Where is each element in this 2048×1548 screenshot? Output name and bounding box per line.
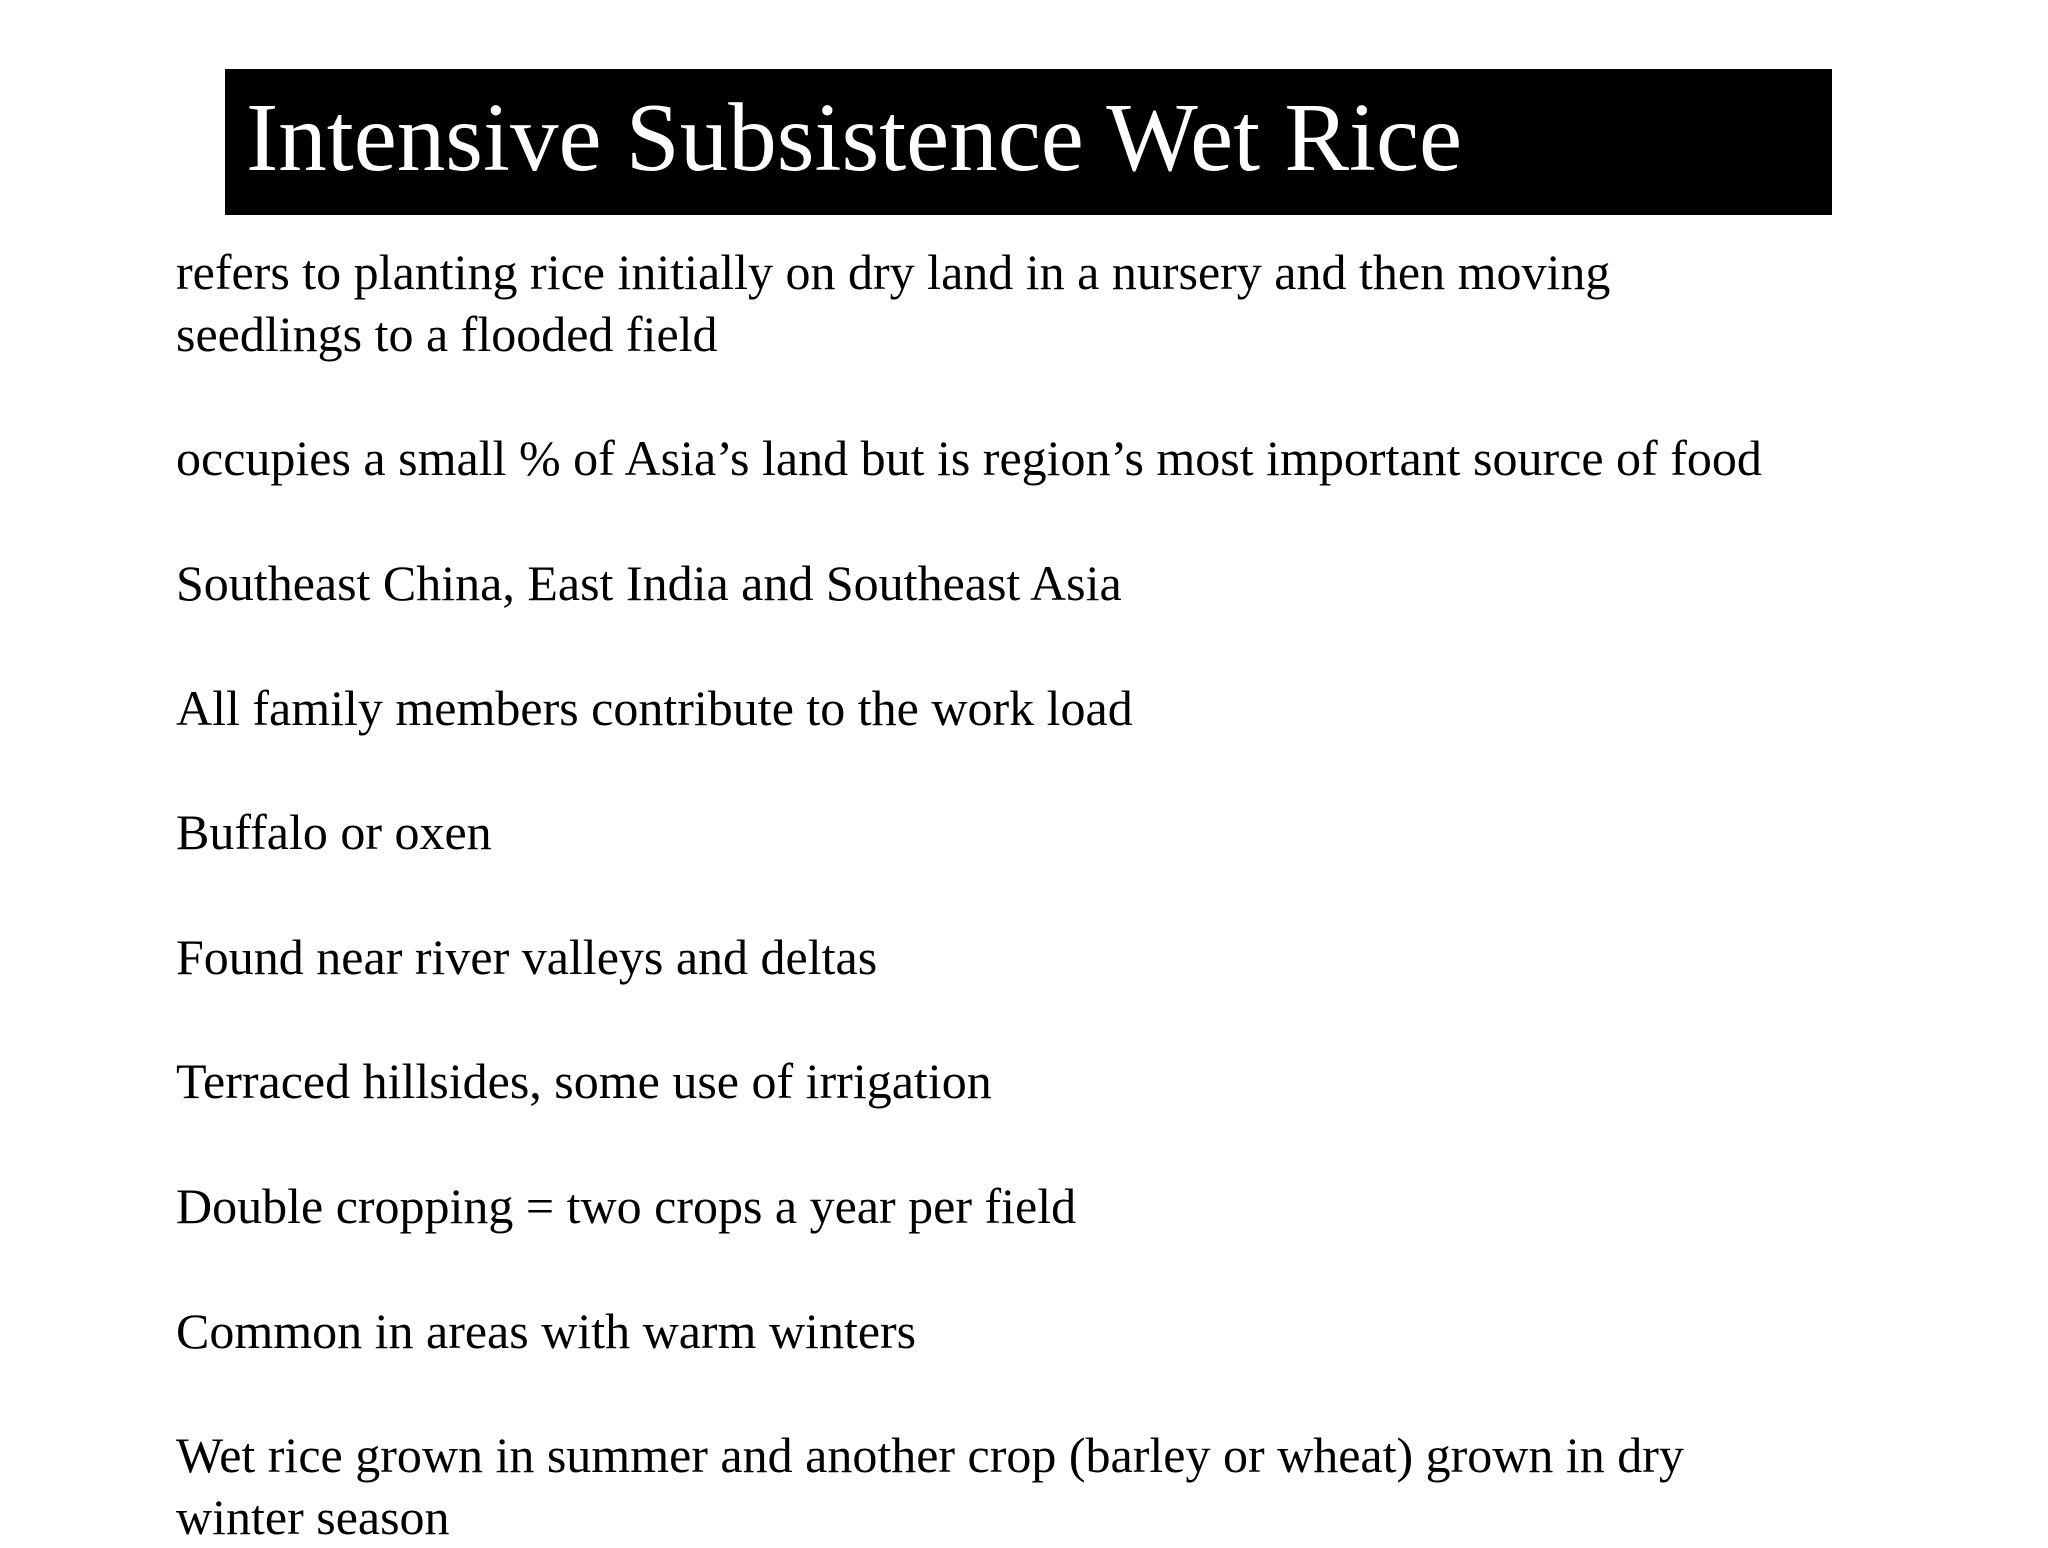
bullet-text-line: occupies a small % of Asia’s land but is region’s most important source of food — [176, 430, 1762, 486]
bullet-item-double-cropping — [176, 1175, 1876, 1237]
bullet-item-animals — [176, 801, 1876, 863]
slide-title: Intensive Subsistence Wet Rice — [246, 84, 1463, 191]
bullet-text-line: refers to planting rice initially on dry land in a nursery and then moving — [176, 244, 1611, 300]
bullet-text-line: All family members contribute to the work load — [176, 680, 1133, 736]
bullet-text-line: Terraced hillsides, some use of irrigation — [176, 1053, 992, 1109]
bullet-item-regions — [176, 552, 1876, 614]
bullet-text-line: seedlings to a flooded field — [176, 306, 718, 362]
bullet-item-terraces — [176, 1050, 1876, 1112]
bullet-text-line: Wet rice grown in summer and another crop (barley or wheat) grown in dry — [176, 1427, 1684, 1483]
title-banner — [225, 69, 1832, 215]
bullet-item-warm-winters — [176, 1300, 1876, 1362]
bullet-text-line: winter season — [176, 1489, 450, 1545]
bullet-text-line: Common in areas with warm winters — [176, 1303, 917, 1359]
bullet-item-river-valleys — [176, 926, 1876, 988]
bullet-item-seasonal-crops — [176, 1424, 1876, 1548]
bullet-item-family-labor — [176, 677, 1876, 739]
bullet-text-line: Southeast China, East India and Southeast Asia — [176, 555, 1122, 611]
bullet-text-line: Double cropping = two crops a year per field — [176, 1178, 1077, 1234]
bullet-item-land-share — [176, 427, 1876, 489]
bullet-text-line: Found near river valleys and deltas — [176, 929, 878, 985]
bullet-text-line: Buffalo or oxen — [176, 804, 492, 860]
bullet-item-transplanting — [176, 241, 1876, 365]
